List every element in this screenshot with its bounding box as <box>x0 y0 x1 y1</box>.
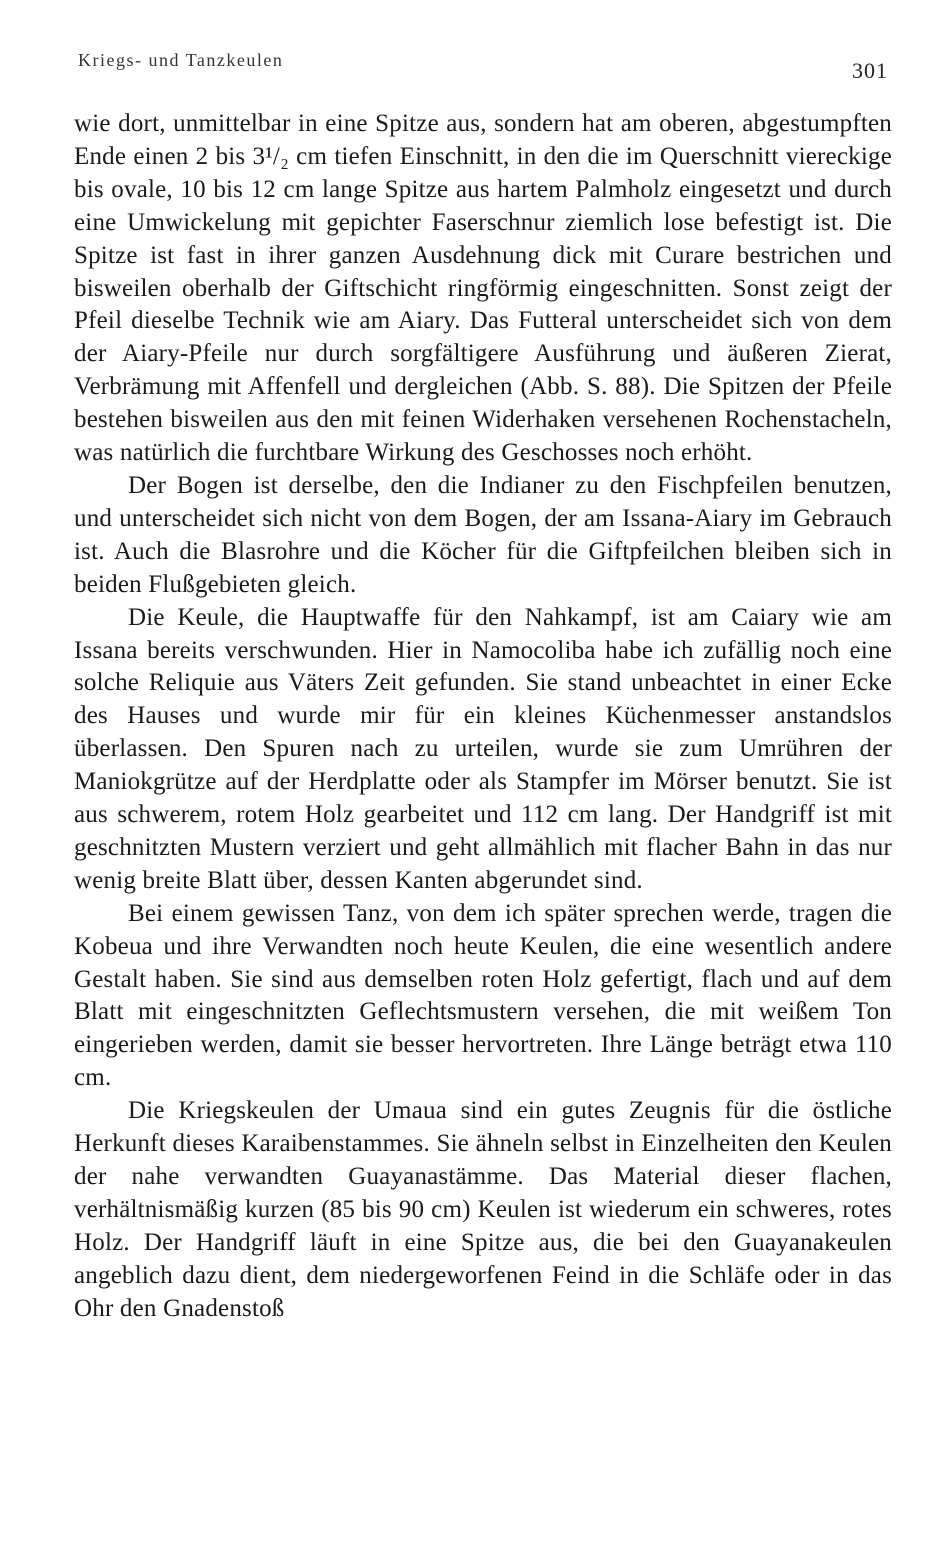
body-text <box>74 108 892 1326</box>
paragraph-dance-clubs: Bei einem gewissen Tanz, von dem ich später sprechen werde, tragen die Kobeua und ihre Verwandten noch heute Keulen, die eine wesentlich andere Gestalt haben. Sie sind aus demselben roten Holz gefertigt, flach und auf dem Blatt mit eingeschnitzten Geflechtsmustern versehen, die mit weißem Ton eingerieben werden, damit sie besser hervortreten. Ihre Länge beträgt etwa 110 cm. <box>74 899 892 1092</box>
paragraph-continued: wie dort, unmittelbar in eine Spitze aus, sondern hat am oberen, abgestumpften Ende einen 2 bis 3¹/₂ cm tiefen Einschnitt, in den die im Querschnitt viereckige bis ovale, 10 bis 12 cm lange Spitze aus hartem Palmholz eingesetzt und durch eine Umwickelung mit gepichter Faserschnur ziemlich lose befestigt ist. Die Spitze ist fast in ihrer ganzen Ausdehnung dick mit Curare bestrichen und bisweilen oberhalb der Giftschicht ringförmig eingeschnitten. Sonst zeigt der Pfeil dieselbe Technik wie am Aiary. Das Futteral unterscheidet sich von dem der Aiary-Pfeile nur durch sorgfältigere Ausführung und äußeren Zierat, Verbrämung mit Affenfell und dergleichen (Abb. S. 88). Die Spitzen der Pfeile bestehen bisweilen aus den mit feinen Widerhaken versehenen Rochenstacheln, was natürlich die furchtbare Wirkung des Geschosses noch erhöht. <box>74 110 892 467</box>
paragraph-war-clubs: Die Kriegskeulen der Umaua sind ein gutes Zeugnis für die östliche Herkunft dieses Karaibenstammes. Sie ähneln selbst in Einzelheiten den Keulen der nahe verwandten Guayanastämme. Das Material dieser flachen, verhältnismäßig kurzen (85 bis 90 cm) Keulen ist wiederum ein schweres, rotes Holz. Der Handgriff läuft in eine Spitze aus, die bei den Guayanakeulen angeblich dazu dient, dem niedergeworfenen Feind in die Schläfe oder in das Ohr den Gnadenstoß <box>74 1097 892 1322</box>
page-number: 301 <box>852 58 888 83</box>
running-title: Kriegs- und Tanzkeulen <box>78 50 284 70</box>
paragraph-club: Die Keule, die Hauptwaffe für den Nahkampf, ist am Caiary wie am Issana bereits verschwunden. Hier in Namocoliba habe ich zufällig noch eine solche Reliquie aus Väters Zeit gefunden. Sie stand unbeachtet in einer Ecke des Hauses und wurde mir für ein kleines Küchenmesser anstandslos überlassen. Den Spuren nach zu urteilen, wurde sie zum Umrühren der Maniokgrütze auf der Herdplatte oder als Stampfer im Mörser benutzt. Sie ist aus schwerem, rotem Holz gearbeitet und 112 cm lang. Der Handgriff ist mit geschnitzten Mustern verziert und geht allmählich mit flacher Bahn in das nur wenig breite Blatt über, dessen Kanten abgerundet sind. <box>74 603 892 894</box>
paragraph-bow: Der Bogen ist derselbe, den die Indianer zu den Fischpfeilen benutzen, und unterscheidet sich nicht von dem Bogen, der am Issana-Aiary im Gebrauch ist. Auch die Blasrohre und die Köcher für die Giftpfeilchen bleiben sich in beiden Flußgebieten gleich. <box>74 471 892 598</box>
